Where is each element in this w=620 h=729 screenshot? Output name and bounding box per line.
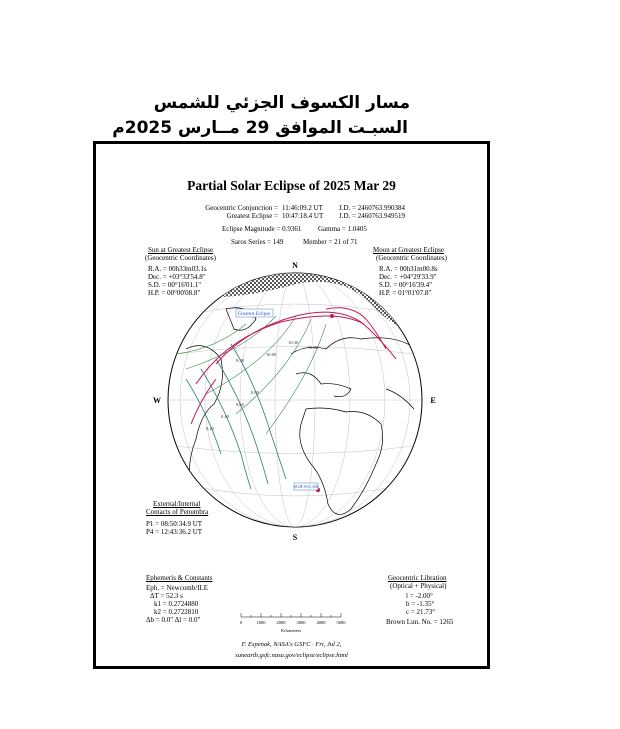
- mag-label-4: 0.20: [206, 426, 214, 431]
- greatest-label: Greatest Eclipse =: [226, 212, 278, 220]
- mag-label-1: 0.80: [251, 390, 259, 395]
- contact-p1: P1 = 08:50:34.9 UT: [146, 520, 203, 528]
- time-label-3: 10:00: [266, 352, 277, 357]
- greatest-eclipse-marker: [330, 314, 334, 318]
- figure-title: Partial Solar Eclipse of 2025 Mar 29: [187, 178, 396, 193]
- libration-title: Geocentric Libration: [388, 574, 447, 582]
- compass-east: E: [430, 396, 436, 405]
- greatest-eclipse-label: Greatest Eclipse: [237, 312, 271, 317]
- time-label-1: 11:00: [308, 345, 319, 350]
- ephemeris-k1: k1 = 0.2724880: [154, 600, 199, 608]
- compass-north: N: [292, 261, 298, 270]
- eclipse-figure-frame: [93, 141, 490, 669]
- arabic-title-line1: مسار الكسوف الجزئي للشمس: [153, 93, 410, 113]
- conj-label: Geocentric Conjunction =: [205, 204, 278, 212]
- scale-tick-2000: 2000: [276, 620, 286, 625]
- arabic-title-line2: السبـت الموافق 29 مــارس 2025م: [112, 118, 408, 138]
- subsolar-label: SUB SOLAR: [293, 484, 319, 489]
- contact-p4: P4 = 12:43:36.2 UT: [146, 528, 203, 536]
- moon-ra: R.A. = 00h31m00.8s: [379, 265, 438, 273]
- distance-scale-bar: [236, 607, 346, 639]
- moon-dec: Dec. = +04°29'33.9": [379, 273, 437, 281]
- moon-block-title: Moon at Greatest Eclipse: [373, 246, 444, 254]
- scale-tick-1000: 1000: [256, 620, 266, 625]
- libration-subtitle: (Optical + Physical): [390, 582, 447, 590]
- time-label-4: 9:30: [236, 358, 245, 363]
- ephemeris-k2: k2 = 0.2722810: [154, 608, 199, 616]
- contacts-subtitle: Contacts of Penumbra: [146, 508, 209, 516]
- eclipse-magnitude: Eclipse Magnitude = 0.9361: [222, 225, 302, 233]
- mag-label-3: 0.40: [221, 414, 229, 419]
- compass-west: W: [153, 396, 161, 405]
- sun-dec: Dec. = +03°33'54.8": [148, 273, 206, 281]
- libration-c: c = 21.73°: [406, 608, 436, 616]
- greatest-jd: J.D. = 2460763.949519: [339, 212, 405, 220]
- ephemeris-db-dl: Δb = 0.0" Δl = 0.0": [146, 616, 201, 624]
- scale-tick-3000: 3000: [296, 620, 306, 625]
- sun-hp: H.P. = 00°00'08.8": [148, 289, 201, 297]
- mag-label-2: 0.60: [236, 402, 244, 407]
- conj-jd: J.D. = 2460763.990384: [339, 204, 405, 212]
- brown-lunation: Brown Lun. No. = 1265: [386, 618, 454, 626]
- moon-sd: S.D. = 00°16'39.4": [379, 281, 433, 289]
- moon-hp: H.P. = 01°01'07.8": [379, 289, 432, 297]
- scale-tick-4000: 4000: [316, 620, 326, 625]
- sun-block-subtitle: (Geocentric Coordinates): [145, 254, 216, 262]
- compass-south: S: [292, 533, 298, 542]
- ephemeris-title: Ephemeris & Constants: [146, 574, 213, 582]
- credit-url: sunearth.gsfc.nasa.gov/eclipse/eclipse.html: [235, 652, 348, 659]
- greatest-time: 10:47:18.4 UT: [282, 212, 324, 220]
- libration-b: b = -1.35°: [406, 600, 435, 608]
- saros-member: Member = 21 of 71: [303, 238, 358, 246]
- sun-ra: R.A. = 00h33m03.1s: [148, 265, 207, 273]
- scale-unit: Kilometers: [281, 628, 301, 633]
- conj-time: 11:46:09.2 UT: [282, 204, 323, 212]
- saros-series: Saros Series = 149: [231, 238, 284, 246]
- gamma-value: Gamma = 1.0405: [318, 225, 367, 233]
- contacts-title: External/Internal: [153, 500, 201, 508]
- sun-sd: S.D. = 00°16'01.1": [148, 281, 202, 289]
- ephemeris-deltat: ΔT = 52.3 s: [150, 592, 183, 600]
- sun-block-title: Sun at Greatest Eclipse: [148, 246, 214, 254]
- credit-line: F. Espenak, NASA's GSFC · Fri, Jul 2,: [241, 641, 342, 648]
- ephemeris-eph: Eph. = Newcomb/ILE: [146, 584, 209, 592]
- time-label-2: 10:30: [288, 340, 299, 345]
- scale-tick-5000: 5000: [336, 620, 346, 625]
- scale-tick-0: 0: [239, 620, 243, 625]
- libration-l: l = -2.00°: [406, 592, 433, 600]
- moon-block-subtitle: (Geocentric Coordinates): [376, 254, 447, 262]
